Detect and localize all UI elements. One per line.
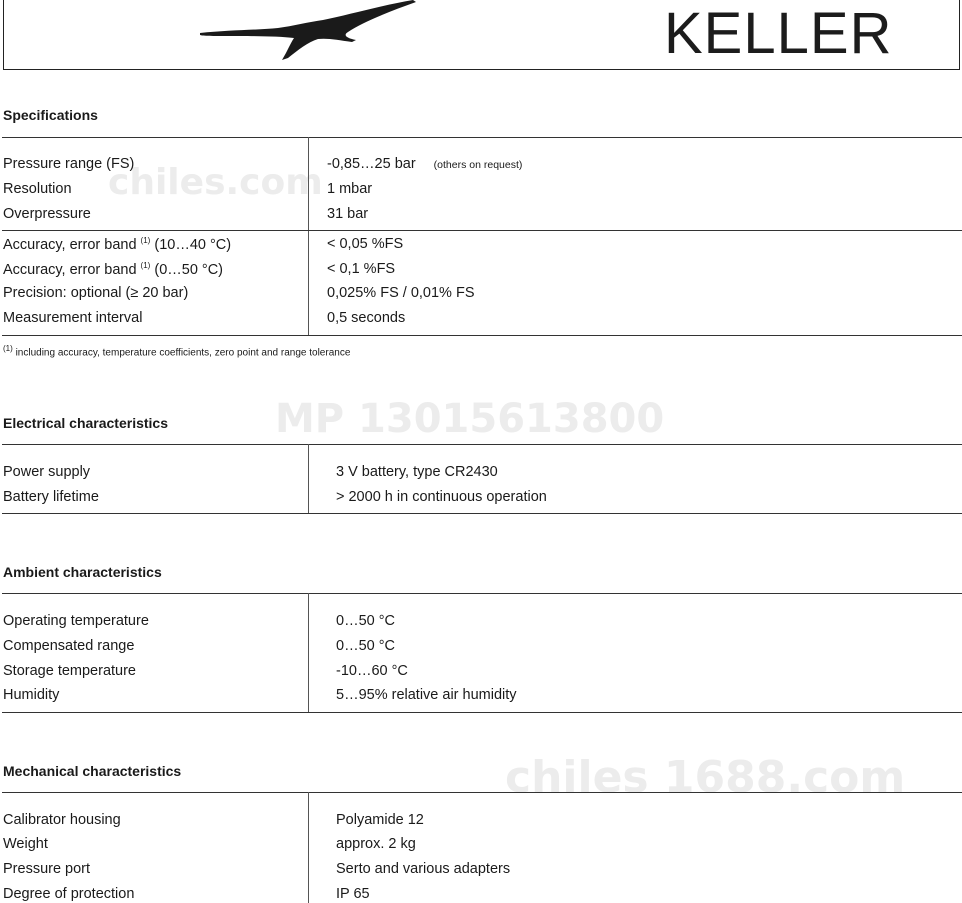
row-label: Measurement interval [3,310,143,326]
label-tail: (10…40 °C) [154,236,232,253]
row-value: 0,025% FS / 0,01% FS [327,285,475,301]
row-label [3,261,223,278]
column-divider [308,137,309,335]
value-text: -0,85…25 bar [327,156,416,172]
footnote [3,344,350,358]
row-value: 0…50 °C [336,638,395,654]
row-value: -10…60 °C [336,663,408,679]
row-value: < 0,05 %FS [327,236,404,252]
divider [2,513,962,514]
row-label: Storage temperature [3,663,136,679]
row-label: Precision: optional (≥ 20 bar) [3,285,189,301]
divider [2,230,962,231]
row-value: < 0,1 %FS [327,261,396,277]
label-tail: (0…50 °C) [154,261,224,278]
watermark: chiles 1688.com [505,752,906,803]
divider [2,444,962,445]
section-title: Electrical characteristics [3,415,168,431]
watermark: MP 13015613800 [275,396,665,442]
brand-logo-text: KELLER [664,1,893,66]
column-divider [308,792,309,903]
row-label: Humidity [3,687,60,703]
footnote-marker: (1) [3,344,13,353]
label-text: Accuracy, error band [3,236,137,253]
row-value: approx. 2 kg [336,836,416,852]
divider [2,335,962,336]
label-text: Accuracy, error band [3,261,137,278]
row-value: 31 bar [327,206,369,222]
divider [2,137,962,138]
row-label: Compensated range [3,638,135,654]
column-divider [308,444,309,513]
row-value: > 2000 h in continuous operation [336,489,547,505]
row-label: Operating temperature [3,613,149,629]
row-label: Power supply [3,464,91,480]
row-label: Degree of protection [3,886,135,902]
row-label: Calibrator housing [3,812,121,828]
row-value: Serto and various adapters [336,861,511,877]
row-value: Polyamide 12 [336,812,424,828]
row-value: 3 V battery, type CR2430 [336,464,498,480]
column-divider [308,593,309,712]
divider [2,593,962,594]
row-label: Overpressure [3,206,91,222]
divider [2,712,962,713]
row-label: Pressure port [3,861,91,877]
row-value: 1 mbar [327,181,373,197]
row-label [3,236,231,253]
section-title: Specifications [3,107,98,123]
row-label: Weight [3,836,48,852]
row-label: Resolution [3,181,72,197]
row-value: 0,5 seconds [327,310,406,326]
row-label: Battery lifetime [3,489,99,505]
flying-bird-logo [198,0,418,62]
value-note: (others on request) [433,159,523,171]
divider [2,792,962,793]
row-value: IP 65 [336,886,370,902]
row-value: 0…50 °C [336,613,395,629]
footnote-text: including accuracy, temperature coefficients, zero point and range tolerance [15,347,351,359]
section-title: Ambient characteristics [3,564,162,580]
row-label: Pressure range (FS) [3,156,135,172]
row-value: 5…95% relative air humidity [336,687,517,703]
section-title: Mechanical characteristics [3,763,182,779]
watermark: chiles.com [108,162,323,203]
footnote-marker: (1) [140,236,151,245]
row-value [327,156,522,172]
footnote-marker: (1) [140,261,151,270]
